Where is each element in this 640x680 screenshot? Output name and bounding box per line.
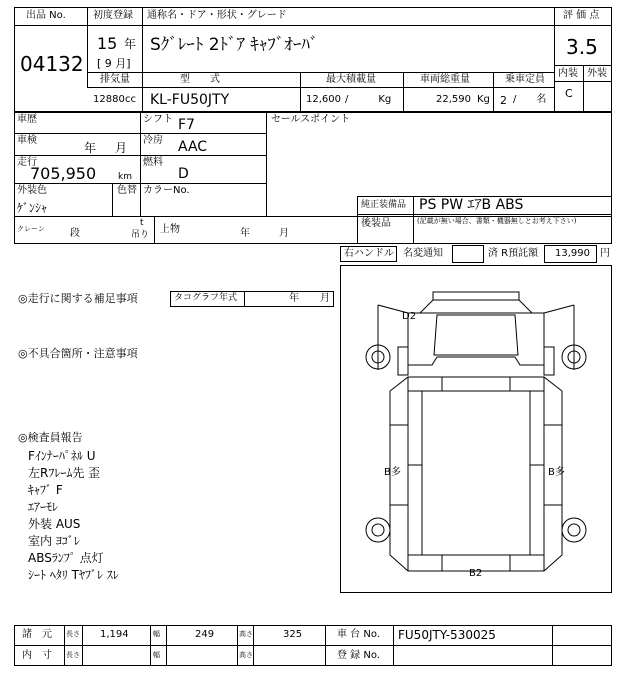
max-load-value: 12,600: [306, 94, 341, 105]
color-value: ｹﾞﾝｼｬ: [17, 201, 48, 215]
mileage-label: 走行: [17, 157, 37, 168]
crane-stage: 段: [70, 228, 80, 239]
crane-t: t: [140, 218, 144, 228]
gross-weight-value: 22,590: [436, 94, 471, 105]
length-value: 1,194: [100, 629, 129, 640]
score-label: 評 価 点: [563, 10, 600, 21]
vehicle-name: Sｸﾞﾚｰﾄ 2ﾄﾞｱ ｷｬﾌﾞｵｰﾊﾞ: [150, 35, 319, 55]
inspector-line: ABSﾗﾝﾌﾟ 点灯: [28, 551, 104, 565]
exterior-grade-label: 外装: [587, 68, 607, 79]
height-label: 高さ: [239, 630, 253, 638]
height-label: 高さ: [239, 651, 253, 659]
fuel-value: D: [178, 166, 189, 182]
first-reg-label: 初度登録: [93, 10, 133, 21]
inspector-line: 外装 AUS: [28, 517, 81, 531]
interior-dims-label: 内 寸: [22, 650, 52, 661]
year-unit: 年: [124, 37, 137, 51]
history-label: 車歴: [17, 114, 37, 125]
displacement-value: 12880: [93, 94, 125, 105]
defects-label: ◎不具合箇所・注意事項: [18, 347, 138, 360]
color-change-label: 色替: [117, 185, 137, 196]
recycle-label: 済 R預託額: [488, 248, 539, 259]
shift-value: F7: [178, 117, 195, 133]
recycle-amount: 13,990: [555, 248, 590, 259]
gross-weight-label: 車両総重量: [420, 74, 470, 85]
lot-number: 04132: [20, 52, 84, 76]
tacho-month: 月: [320, 293, 330, 304]
upper-month: 月: [279, 228, 289, 239]
inspector-line: ｴｱｰﾓﾚ: [28, 500, 59, 514]
name-change-box: [452, 245, 484, 263]
inspector-report-label: ◎検査員報告: [18, 431, 83, 444]
fuel-label: 燃料: [143, 157, 163, 168]
aftermarket-label: 後装品: [361, 218, 391, 229]
sales-point-label: セールスポイント: [271, 114, 351, 125]
damage-mark: D2: [402, 311, 417, 322]
inspector-line: 左Rﾌﾚｰﾑ先 歪: [28, 466, 101, 480]
chassis-value: FU50JTY-530025: [398, 628, 496, 642]
mileage-value: 705,950: [30, 164, 97, 183]
capacity-value: 2: [500, 94, 507, 107]
crane-hang: 吊り: [131, 230, 150, 240]
damage-mark: B多: [384, 467, 401, 478]
capacity-unit: / 名: [513, 94, 547, 105]
model-label: 型 式: [180, 74, 220, 85]
inspector-report-list: [28, 447, 119, 583]
inspector-line: Fｲﾝﾅｰﾊﾟﾈﾙ U: [28, 449, 96, 463]
inspector-line: ｷｬﾌﾞ F: [28, 483, 63, 497]
lot-no-label: 出品 No.: [26, 10, 66, 21]
score-value: 3.5: [566, 35, 598, 59]
truck-diagram: [340, 265, 612, 593]
height-value: 325: [283, 629, 303, 640]
model-value: KL-FU50JTY: [150, 92, 230, 108]
upper-label: 上物: [160, 224, 180, 235]
first-reg-year: 15: [97, 34, 118, 53]
aftermarket-note: (記載が無い場合、書類・機器無しとお考え下さい): [417, 217, 577, 225]
mileage-unit: km: [118, 172, 132, 182]
upper-year: 年: [240, 228, 250, 239]
reg-label: 登 録 No.: [337, 650, 380, 661]
interior-grade-label: 内装: [558, 68, 578, 79]
color-no-label: カラーNo.: [143, 185, 190, 196]
equipment-value: PS PW ｴｱB ABS: [419, 197, 524, 213]
rhd-label: 右ハンドル: [344, 248, 394, 259]
chassis-label: 車 台 No.: [337, 629, 380, 640]
interior-grade: C: [565, 87, 573, 100]
dims-label: 諸 元: [22, 629, 52, 640]
color-label: 外装色: [17, 185, 47, 196]
width-label: 幅: [153, 651, 160, 659]
length-label: 長さ: [66, 651, 80, 659]
displacement-label: 排気量: [100, 74, 130, 85]
tacho-year: 年: [289, 293, 299, 304]
tacho-label: タコグラフ年式: [174, 293, 238, 303]
length-label: 長さ: [66, 630, 80, 638]
inspection-label: 車検: [17, 135, 37, 146]
damage-mark: B多: [548, 467, 565, 478]
damage-mark: B2: [469, 568, 483, 579]
max-load-label: 最大積載量: [326, 74, 376, 85]
inspection-month: 月: [115, 141, 128, 155]
width-value: 249: [195, 629, 215, 640]
shift-label: シフト: [143, 114, 173, 125]
ac-value: AAC: [178, 139, 208, 155]
max-load-unit: / Kg: [345, 94, 392, 105]
ac-label: 冷房: [143, 135, 163, 146]
name-change-label: 名変通知: [403, 248, 443, 259]
equipment-label: 純正装備品: [361, 200, 407, 210]
vehicle-name-label: 通称名・ドア・形状・グレード: [147, 10, 287, 21]
first-reg-month: [ 9 月]: [97, 57, 131, 70]
gross-weight-unit: Kg: [477, 94, 490, 105]
inspection-year: 年: [84, 141, 97, 155]
capacity-label: 乗車定員: [505, 74, 545, 85]
inspector-line: ｼｰﾄ ﾍﾀﾘ Tﾔﾌﾞﾚ ｽﾚ: [28, 568, 119, 582]
width-label: 幅: [153, 630, 160, 638]
running-notes-label: ◎走行に関する補足事項: [18, 292, 138, 305]
crane-label: クレーン: [17, 225, 45, 233]
inspector-line: 室内 ﾖｺﾞﾚ: [28, 534, 80, 548]
displacement-unit: cc: [125, 94, 136, 105]
recycle-unit: 円: [600, 248, 610, 259]
